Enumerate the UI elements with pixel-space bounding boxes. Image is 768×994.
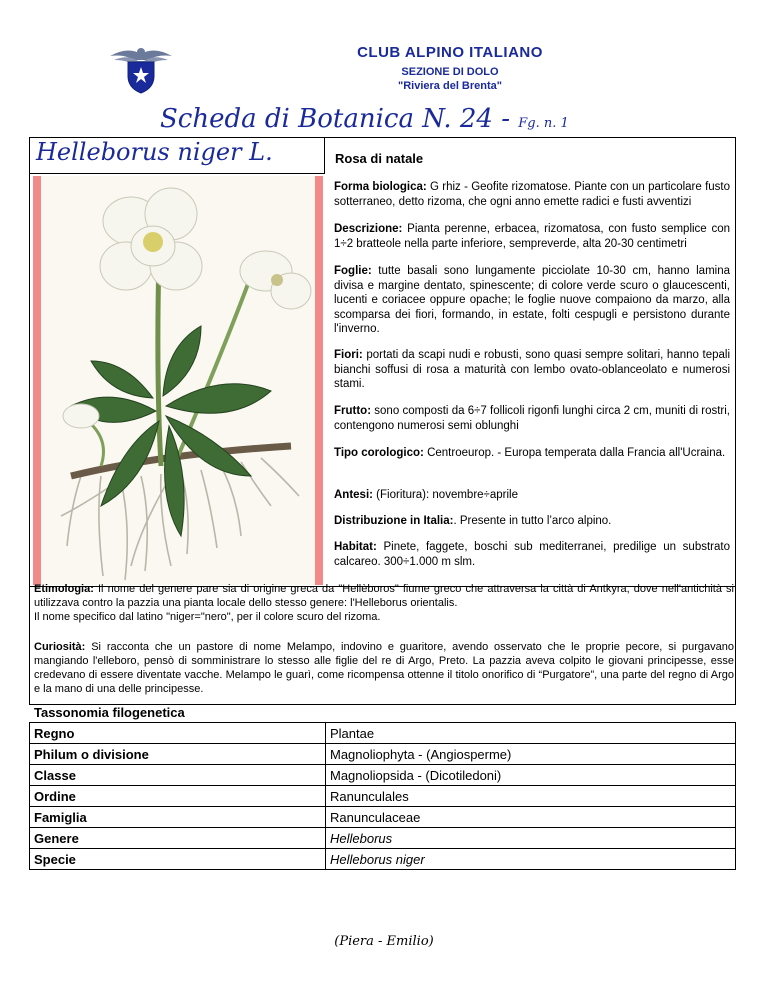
- etymology-text: Il nome del genere pare sia di origine greca da "Hellèboros" fiume greco che attraversa la città di Antkyra, dove nell'antichità si utilizzava contro la pazzia una pianta locale dello stesso genere: l'Helleborus orientalis.: [34, 583, 734, 609]
- table-row: [30, 828, 736, 849]
- section-label: Foglie:: [334, 265, 372, 277]
- tax-key: Philum o divisione: [30, 744, 326, 765]
- section-label: Tipo corologico:: [334, 447, 424, 459]
- section-habitat: [334, 540, 730, 569]
- tax-key: Classe: [30, 765, 326, 786]
- tax-key: Regno: [30, 723, 326, 744]
- section-biological-form: [334, 180, 730, 209]
- taxonomy-table: [29, 722, 736, 870]
- section-label: Frutto:: [334, 405, 372, 417]
- section-chorology: [334, 446, 730, 461]
- section-subtitle: "Riviera del Brenta": [398, 80, 502, 92]
- table-row: [30, 744, 736, 765]
- section-flowering: [334, 488, 730, 503]
- table-row: [30, 849, 736, 870]
- table-row: [30, 786, 736, 807]
- section-name: SEZIONE DI DOLO: [401, 66, 499, 78]
- section-text: G rhiz - Geofite rizomatose. Piante con un particolare fusto sotterraneo, detto rizoma, che ogni anno emette radici e fusti avventizi: [334, 181, 730, 208]
- section-fruit: [334, 404, 730, 433]
- section-text: sono composti da 6÷7 follicoli rigonfi lunghi circa 2 cm, muniti di rostri, contengono numerosi semi oblunghi: [334, 405, 730, 432]
- section-text: Pinete, faggete, boschi sub mediterranei, predilige un substrato calcareo. 300÷1.000 m slm.: [334, 541, 730, 568]
- section-leaves: [334, 264, 730, 337]
- section-label: Distribuzione in Italia:: [334, 515, 454, 527]
- scientific-name: Helleborus niger L.: [36, 138, 273, 166]
- section-distribution: [334, 514, 730, 529]
- section-label: Antesi:: [334, 489, 373, 501]
- page-title: [160, 104, 569, 134]
- section-flowers: [334, 348, 730, 392]
- tax-value: Helleborus niger: [326, 849, 736, 870]
- section-description: [334, 222, 730, 251]
- section-label: Fiori:: [334, 349, 363, 361]
- tax-value: Helleborus: [326, 828, 736, 849]
- footer-authors: (Piera - Emilio): [334, 934, 434, 949]
- section-label: Descrizione:: [334, 223, 403, 235]
- section-text: . Presente in tutto l’arco alpino.: [453, 515, 612, 527]
- section-text: tutte basali sono lungamente picciolate 10-30 cm, hanno lamina divisa e margine dentato, spinescente; di colore verde scuro o glaucescenti, lucenti e coriacee oppure opache; le foglie nuove compaiono da marzo, alla scomparsa dei fiori, formando, in estate, folti cespugli e persistono durante l'inverno.: [334, 265, 730, 335]
- section-label: Forma biologica:: [334, 181, 427, 193]
- curiosity-label: Curiosità:: [34, 641, 86, 653]
- tax-key: Ordine: [30, 786, 326, 807]
- curiosity-text: Si racconta che un pastore di nome Melampo, indovino e guaritore, avendo osservato che le proprie pecore, si purgavano mangiando l'elleboro, pensò di somministrare lo stesso alle figlie del re di Argo, Preto. La pazzia aveva colpito le giovani principesse, esse credevano di essere diventate vacche. Melampo le guarì, come ricompensa ottenne il titolo onorifico di “Purgatore”, una parte del regno di Argo e la mano di una delle principesse.: [34, 641, 734, 695]
- tax-key: Famiglia: [30, 807, 326, 828]
- section-text: (Fioritura): novembre÷aprile: [372, 489, 518, 501]
- tax-value: Magnoliophyta - (Angiosperme): [326, 744, 736, 765]
- tax-key: Genere: [30, 828, 326, 849]
- illustration-panel: [41, 176, 315, 585]
- tax-value: Ranunculales: [326, 786, 736, 807]
- section-text: Centroeurop. - Europa temperata dalla Francia all'Ucraina.: [423, 447, 726, 459]
- org-name: CLUB ALPINO ITALIANO: [357, 44, 543, 61]
- section-text: Pianta perenne, erbacea, rizomatosa, con fusto semplice con 1÷2 bratteole nella parte inferiore, sempreverde, alta 20-30 centimetri: [334, 223, 730, 250]
- etymology-text-2: Il nome specifico dal latino "niger="nero", per il colore scuro del rizoma.: [34, 611, 381, 623]
- common-name: Rosa di natale: [335, 151, 424, 166]
- table-row: [30, 807, 736, 828]
- table-row: [30, 723, 736, 744]
- tax-value: Magnoliopsida - (Dicotiledoni): [326, 765, 736, 786]
- title-main: Scheda di Botanica N. 24 -: [160, 104, 519, 134]
- figure-number: Fg. n. 1: [518, 116, 569, 131]
- etymology-label: Etimologia:: [34, 583, 94, 595]
- taxonomy-title: Tassonomia filogenetica: [34, 705, 185, 720]
- section-label: Habitat:: [334, 541, 377, 553]
- tax-value: Plantae: [326, 723, 736, 744]
- section-text: portati da scapi nudi e robusti, sono quasi sempre solitari, hanno tepali bianchi soffusi di rosa a maturità con lembo ovato-oblanceolato e numerosi stami.: [334, 349, 730, 390]
- table-row: [30, 765, 736, 786]
- hellebore-illustration: [41, 176, 315, 585]
- tax-value: Ranunculaceae: [326, 807, 736, 828]
- curiosity: [34, 640, 734, 696]
- tax-key: Specie: [30, 849, 326, 870]
- etymology: [34, 582, 734, 624]
